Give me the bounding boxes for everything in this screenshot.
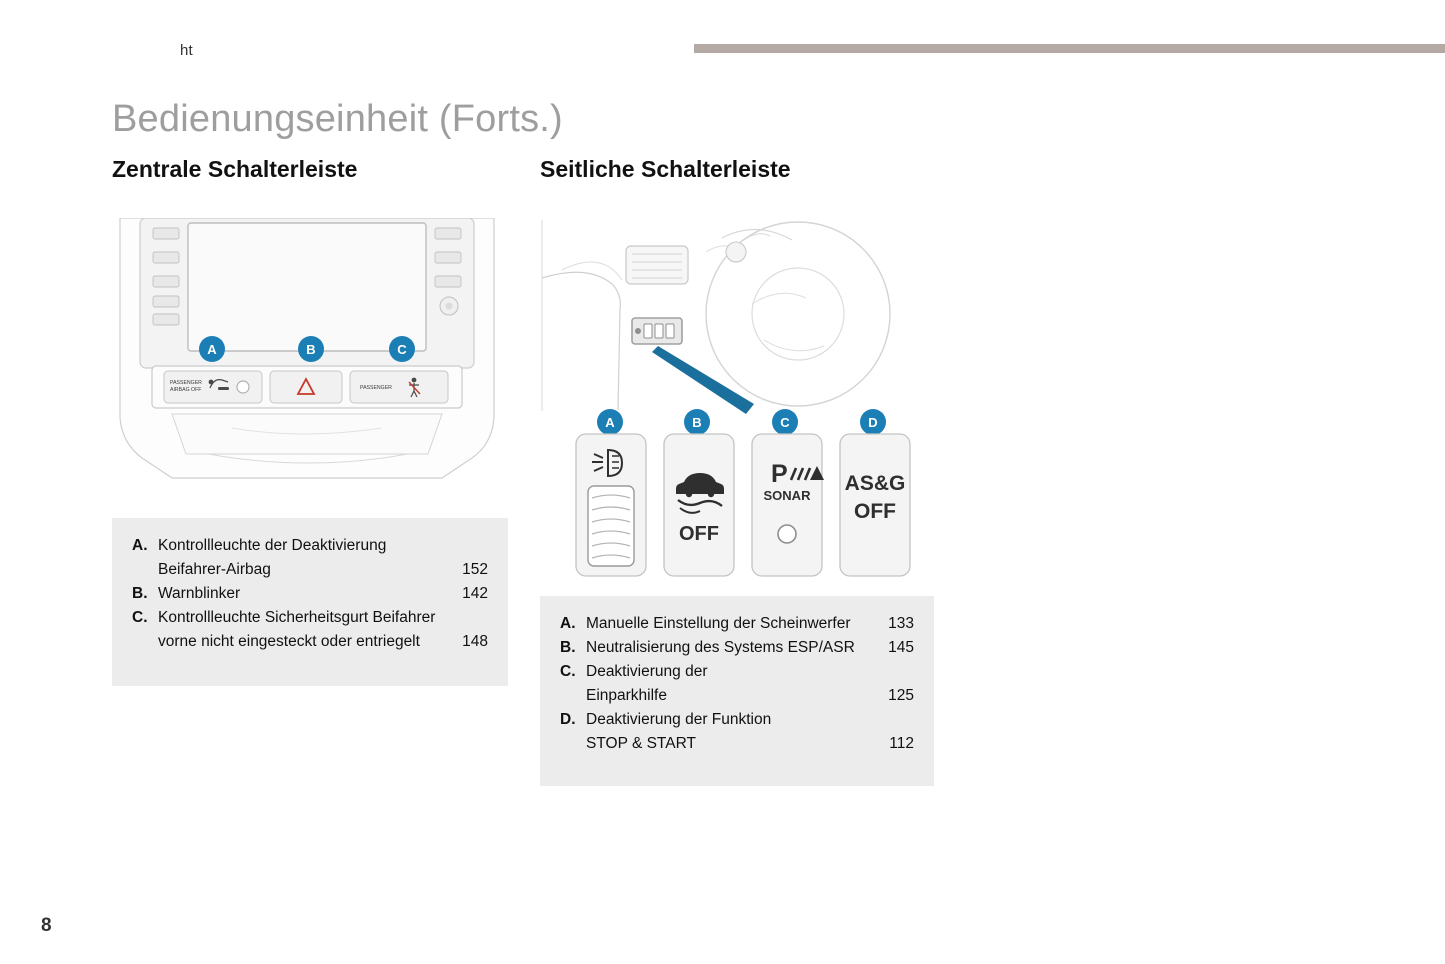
section-title-side-switch-panel: Seitliche Schalterleiste <box>540 156 791 182</box>
header-rule <box>694 44 1445 53</box>
switch-c-sonar-label: SONAR <box>763 488 811 503</box>
switch-d-stop-start-off <box>840 434 910 576</box>
figure-side-switch-panel <box>540 218 940 578</box>
legend-item <box>132 582 488 606</box>
svg-text:B: B <box>692 415 702 430</box>
legend-side-switch-panel <box>540 596 934 786</box>
switch-b-off-label: OFF <box>679 523 719 545</box>
legend-letter: D. <box>560 711 576 728</box>
header-corner-label: ht <box>180 42 193 59</box>
svg-text:A: A <box>605 415 615 430</box>
switch-a-label-line2: AIRBAG OFF <box>170 387 202 393</box>
legend-text: Einparkhilfe <box>586 687 667 704</box>
switch-c-p-label: P <box>771 460 788 488</box>
page-number: 8 <box>41 915 52 936</box>
legend-item <box>560 636 914 660</box>
callout-c <box>389 336 415 362</box>
legend-text: Neutralisierung des Systems ESP/ASR <box>586 639 855 656</box>
page-title: Bedienungseinheit (Forts.) <box>112 98 563 140</box>
switch-d-off-label: OFF <box>854 500 896 523</box>
legend-item <box>560 708 914 756</box>
legend-text: Deaktivierung der Funktion <box>586 711 772 728</box>
callout-a <box>597 409 623 435</box>
callout-c <box>772 409 798 435</box>
legend-item <box>560 660 914 708</box>
legend-letter: C. <box>560 663 576 680</box>
legend-text: Manuelle Einstellung der Scheinwerfer <box>586 615 851 632</box>
legend-page: 145 <box>888 639 914 656</box>
figure-central-switch-panel <box>112 218 502 493</box>
section-title-central-switch-panel: Zentrale Schalterleiste <box>112 156 358 182</box>
legend-item <box>560 612 914 636</box>
legend-text: vorne nicht eingesteckt oder entriegelt <box>158 633 420 650</box>
switch-a-label-line1: PASSENGER <box>170 380 202 386</box>
svg-text:A: A <box>207 342 217 357</box>
legend-text: STOP & START <box>586 735 696 752</box>
legend-central-switch-panel <box>112 518 508 686</box>
legend-page: 125 <box>888 687 914 704</box>
legend-text: Warnblinker <box>158 585 241 602</box>
callout-a <box>199 336 225 362</box>
legend-letter: B. <box>132 585 148 602</box>
legend-page: 148 <box>462 633 488 650</box>
legend-item <box>132 606 488 654</box>
callout-b <box>298 336 324 362</box>
legend-item <box>132 534 488 582</box>
switch-c-park-assist-off <box>752 434 824 576</box>
callout-b <box>684 409 710 435</box>
switch-b-esp-asr-off <box>664 434 734 576</box>
legend-letter: B. <box>560 639 576 656</box>
legend-page: 112 <box>889 735 914 752</box>
legend-text: Deaktivierung der <box>586 663 708 680</box>
switch-a-headlamp-adjust <box>576 434 646 576</box>
legend-text: Kontrollleuchte der Deaktivierung <box>158 537 387 554</box>
callout-d <box>860 409 886 435</box>
svg-text:C: C <box>780 415 790 430</box>
svg-text:C: C <box>397 342 407 357</box>
legend-letter: A. <box>560 615 576 632</box>
legend-text: Kontrollleuchte Sicherheitsgurt Beifahrer <box>158 609 436 626</box>
svg-text:D: D <box>868 415 878 430</box>
legend-page: 133 <box>888 615 914 632</box>
switch-c-label: PASSENGER <box>360 385 392 391</box>
legend-letter: A. <box>132 537 148 554</box>
switch-d-asg-label: AS&G <box>844 472 906 495</box>
legend-text: Beifahrer-Airbag <box>158 561 271 578</box>
legend-page: 142 <box>462 585 488 602</box>
legend-page: 152 <box>462 561 488 578</box>
svg-text:B: B <box>306 342 316 357</box>
legend-letter: C. <box>132 609 148 626</box>
